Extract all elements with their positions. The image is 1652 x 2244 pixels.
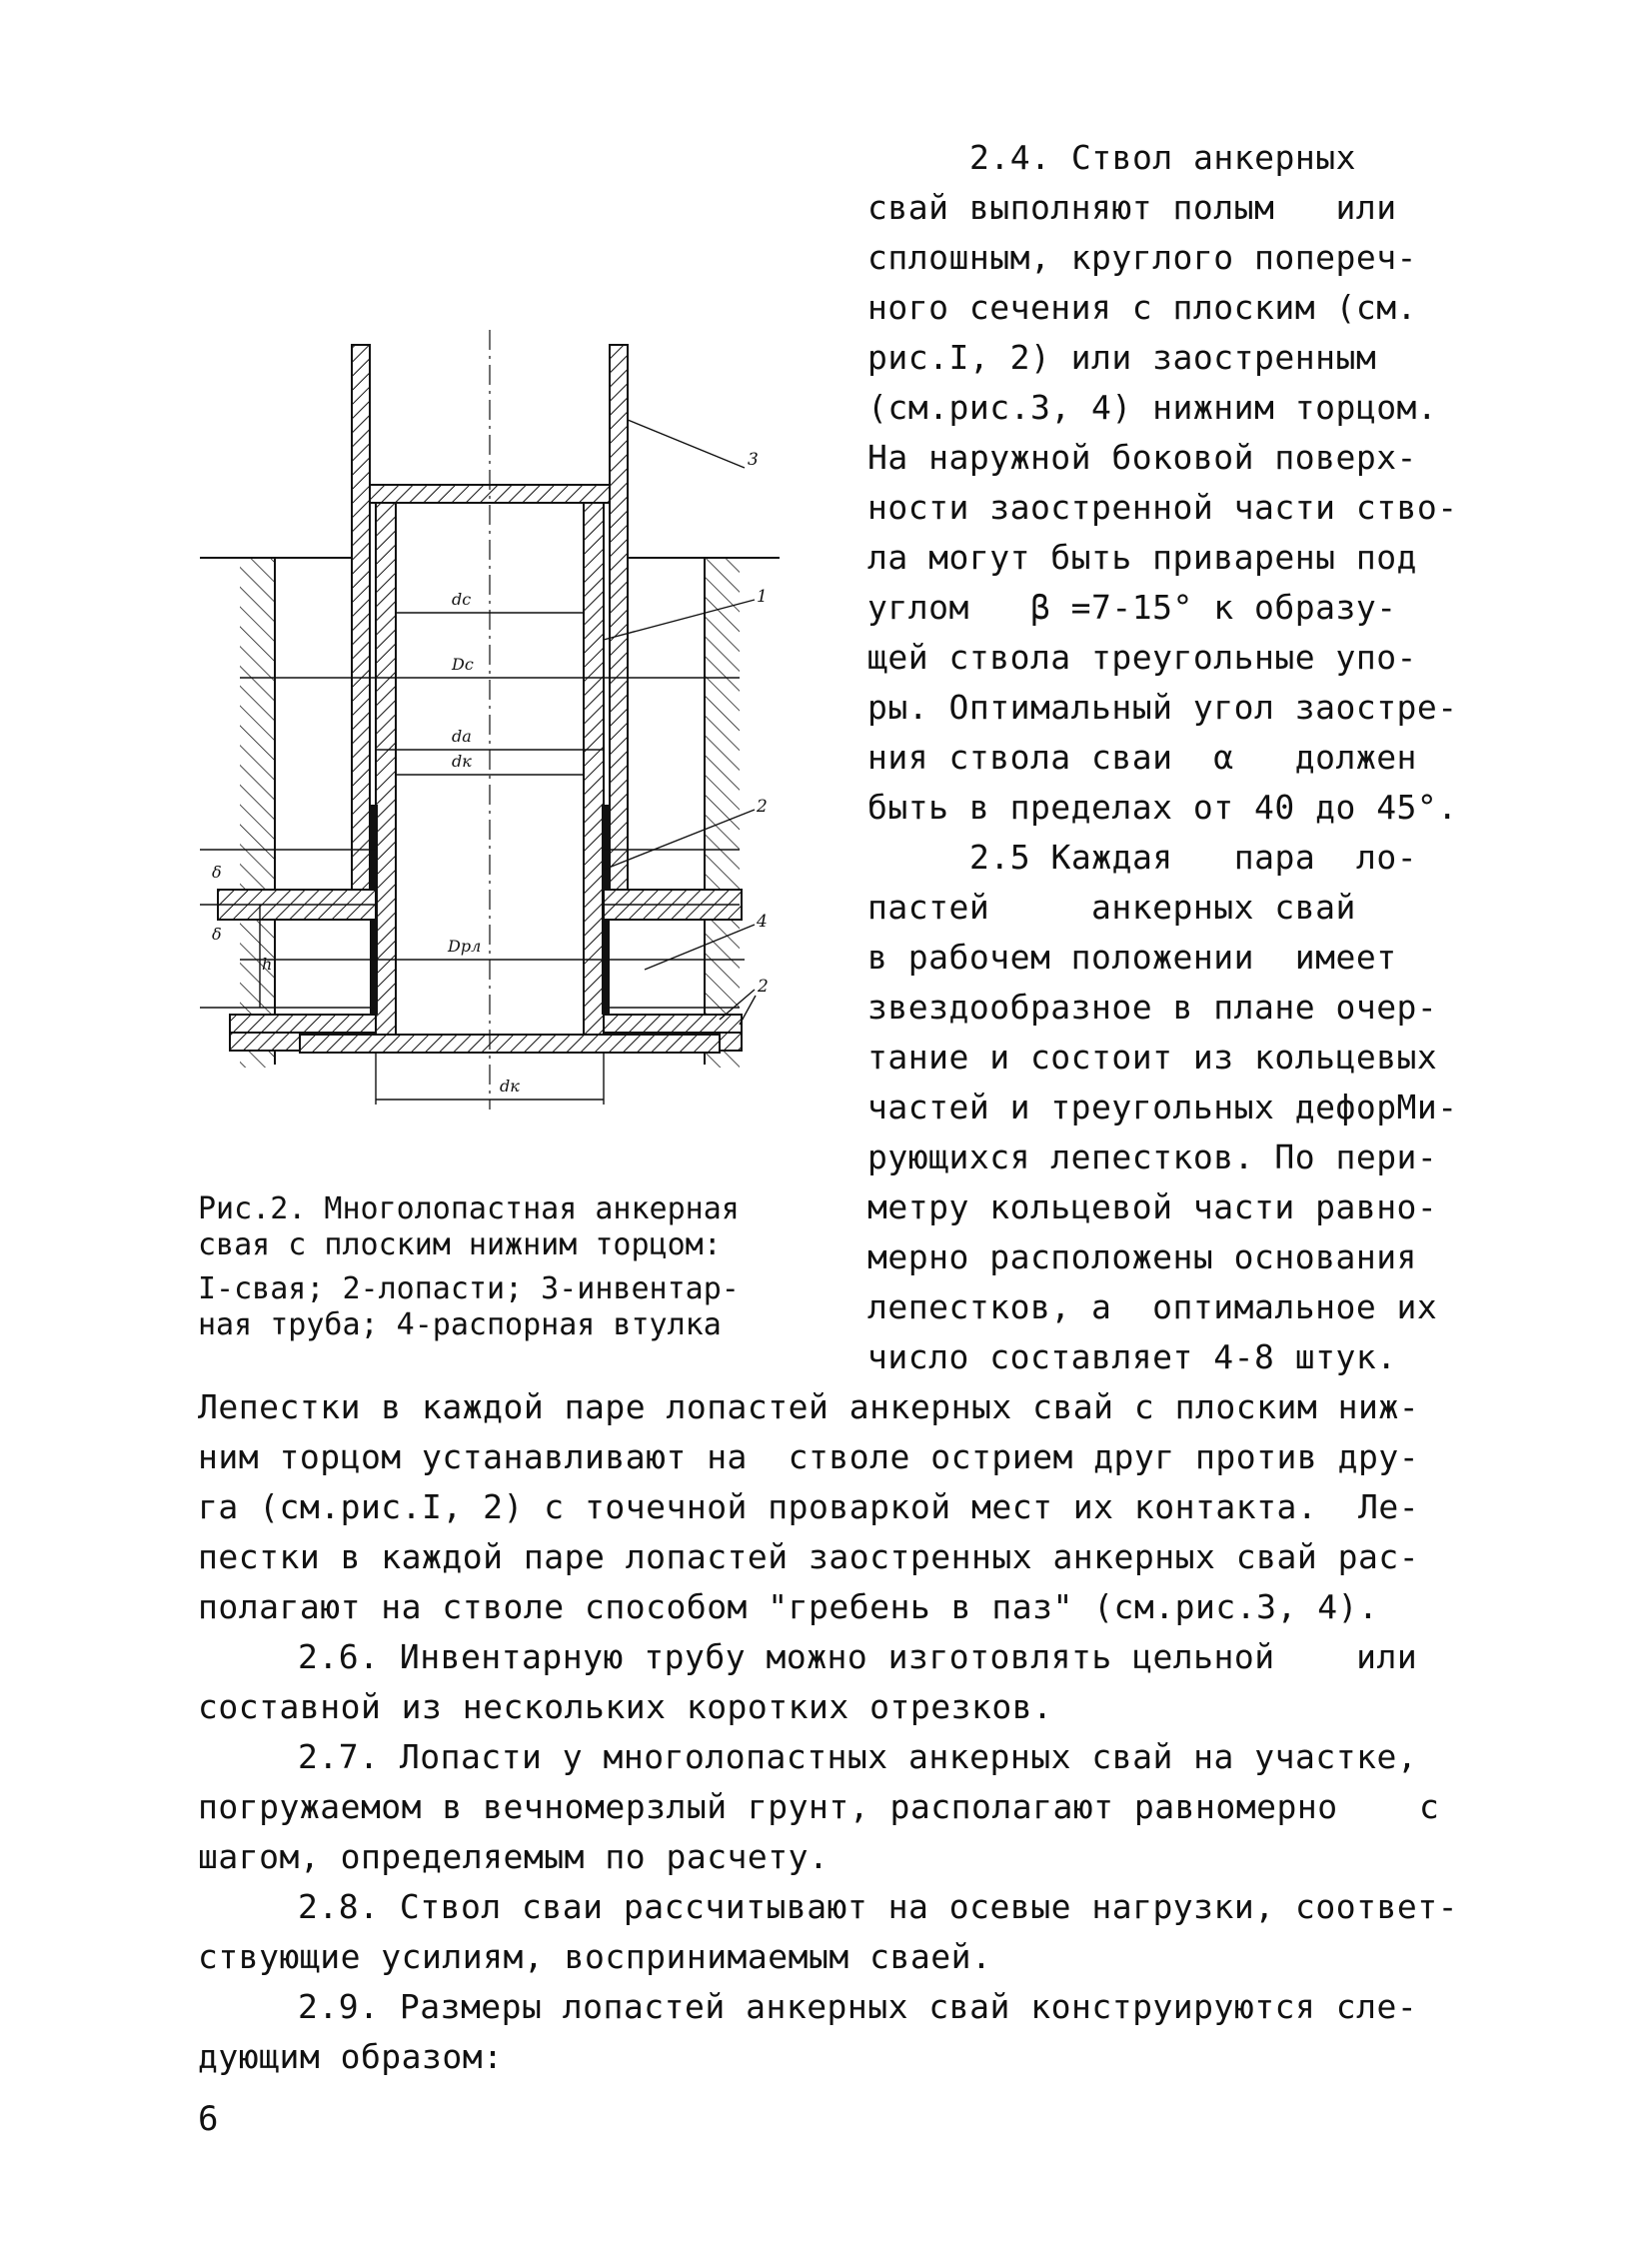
text-line: ры. Оптимальный угол заостре- (867, 688, 1458, 727)
text-line: ствующие усилиям, воспринимаемым сваей. (198, 1937, 992, 1976)
label-da: da (452, 727, 472, 746)
text-line: 2.5 Каждая пара ло- (969, 838, 1418, 877)
label-1: 1 (757, 587, 768, 607)
inventory-pipe-right-wall (610, 345, 628, 890)
label-dc: dc (452, 590, 472, 609)
text-line: рующихся лепестков. По пери- (867, 1137, 1438, 1176)
text-line: ного сечения с плоским (см. (867, 288, 1417, 327)
label-dk: dк (452, 752, 472, 771)
text-line: 2.8. Ствол сваи рассчитывают на осевые нагрузки, соответ- (298, 1887, 1458, 1926)
label-3: 3 (748, 450, 759, 470)
text-line: ности заостренной части ство- (867, 488, 1458, 527)
text-line: 2.7. Лопасти у многолопастных анкерных свай на участке, (298, 1737, 1418, 1776)
text-line: ния ствола сваи α должен (867, 738, 1417, 777)
label-dk-bottom: dк (500, 1077, 520, 1096)
text-line: лепестков, а оптимальное их (867, 1287, 1438, 1326)
caption-line: ная труба; 4-распорная втулка (198, 1307, 722, 1342)
text-line: щей ствола треугольные упо- (867, 638, 1417, 677)
text-line: га (см.рис.I, 2) с точечной проваркой мест их контакта. Ле- (198, 1487, 1420, 1526)
text-line: в рабочем положении имеет (867, 938, 1397, 977)
text-line: мерно расположены основания (867, 1237, 1417, 1276)
text-line: 2.6. Инвентарную трубу можно изготовлять цельной или (298, 1637, 1418, 1676)
text-line: На наружной боковой поверх- (867, 438, 1417, 477)
soil-hatch-right (705, 558, 740, 1068)
pile-left-wall (376, 503, 396, 1035)
text-line: ним торцом устанавливают на стволе острием друг против дру- (198, 1437, 1420, 1476)
label-Dc: Dc (452, 655, 474, 674)
pile-right-wall (584, 503, 604, 1035)
text-line: звездообразное в плане очер- (867, 988, 1438, 1027)
text-line: пестки в каждой паре лопастей заостренных анкерных свай рас- (198, 1537, 1420, 1576)
text-line: Лепестки в каждой паре лопастей анкерных свай с плоским ниж- (198, 1387, 1420, 1426)
text-line: шагом, определяемым по расчету. (198, 1837, 829, 1876)
text-line: пастей анкерных свай (867, 888, 1356, 927)
blade-lower-left-a (230, 1015, 376, 1033)
text-line: составной из нескольких коротких отрезков. (198, 1687, 1053, 1726)
text-line: (см.рис.3, 4) нижним торцом. (867, 388, 1438, 427)
label-2-upper: 2 (757, 797, 768, 817)
text-line: тание и состоит из кольцевых (867, 1038, 1438, 1077)
text-line: быть в пределах от 40 до 45°. (867, 788, 1458, 827)
pile-drawing (200, 330, 790, 1129)
label-Dp: Dрл (448, 937, 482, 956)
text-line: дующим образом: (198, 2037, 504, 2076)
text-line: свай выполняют полым или (867, 188, 1397, 227)
text-line: ла могут быть приварены под (867, 538, 1417, 577)
text-line: 2.9. Размеры лопастей анкерных свай конструируются сле- (298, 1987, 1418, 2026)
text-line: углом β =7-15° к образу- (867, 588, 1397, 627)
soil-hatch-left (240, 558, 275, 1068)
text-line: сплошным, круглого попереч- (867, 238, 1417, 277)
label-4: 4 (757, 912, 768, 932)
text-line: погружаемом в вечномерзлый грунт, располагают равномерно с (198, 1787, 1440, 1826)
text-line: 2.4. Ствол анкерных (969, 138, 1356, 177)
blade-lower-right-a (604, 1015, 742, 1033)
text-line: рис.I, 2) или заостренным (867, 338, 1377, 377)
caption-line: свая с плоским нижним торцом: (198, 1227, 722, 1262)
inventory-pipe-left-wall (352, 345, 370, 890)
dimension-lines (200, 420, 756, 1105)
caption-line: I-свая; 2-лопасти; 3-инвентар- (198, 1271, 740, 1306)
label-delta-upper: δ (212, 863, 222, 882)
pile-bottom-plate (300, 1035, 720, 1053)
text-line: полагают на стволе способом "гребень в паз" (см.рис.3, 4). (198, 1587, 1379, 1626)
text-line: число составляет 4-8 штук. (867, 1337, 1397, 1376)
caption-line: Рис.2. Многолопастная анкерная (198, 1191, 740, 1226)
label-2-lower: 2 (758, 977, 769, 997)
label-delta-lower: δ (212, 925, 222, 944)
text-line: частей и треугольных дефорМи- (867, 1088, 1458, 1126)
text-line: метру кольцевой части равно- (867, 1187, 1438, 1226)
page-number: 6 (198, 2099, 219, 2139)
label-h: h (262, 955, 273, 974)
